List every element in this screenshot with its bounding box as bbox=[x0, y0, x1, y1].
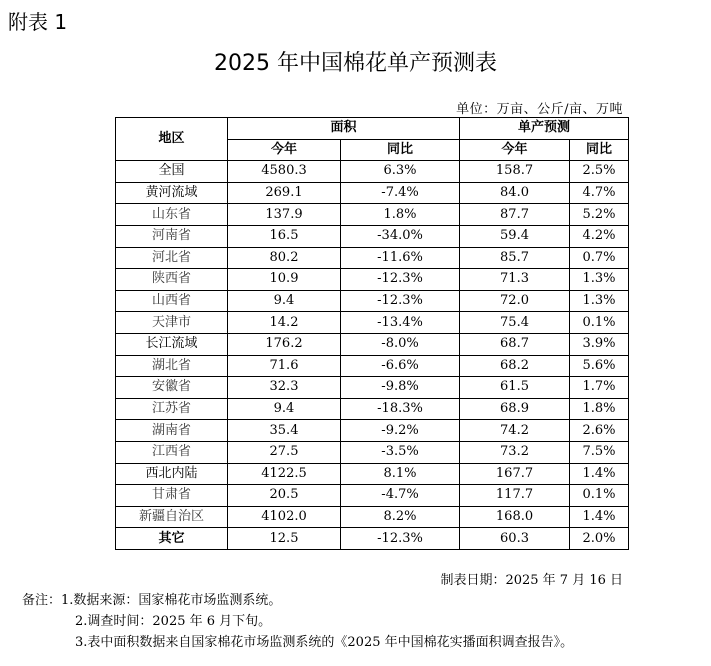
yield-yoy-cell: 1.4% bbox=[570, 506, 629, 528]
region-cell: 西北内陆 bbox=[116, 463, 228, 485]
yield-cell: 68.7 bbox=[460, 333, 570, 355]
area-yoy-cell: -13.4% bbox=[341, 312, 460, 334]
yield-forecast-table bbox=[115, 117, 629, 550]
area-cell: 4580.3 bbox=[228, 161, 341, 183]
yield-cell: 167.7 bbox=[460, 463, 570, 485]
table-row bbox=[116, 269, 629, 291]
yield-cell: 72.0 bbox=[460, 290, 570, 312]
yield-yoy-cell: 2.5% bbox=[570, 161, 629, 183]
yield-yoy-cell: 1.3% bbox=[570, 269, 629, 291]
region-cell: 长江流域 bbox=[116, 333, 228, 355]
area-cell: 4122.5 bbox=[228, 463, 341, 485]
table-body bbox=[116, 161, 629, 550]
table-row bbox=[116, 485, 629, 507]
table-row bbox=[116, 528, 629, 550]
area-cell: 269.1 bbox=[228, 182, 341, 204]
area-cell: 27.5 bbox=[228, 441, 341, 463]
area-yoy-cell: -34.0% bbox=[341, 225, 460, 247]
area-yoy-cell: 6.3% bbox=[341, 161, 460, 183]
yield-cell: 68.2 bbox=[460, 355, 570, 377]
area-cell: 4102.0 bbox=[228, 506, 341, 528]
region-cell: 其它 bbox=[116, 528, 228, 550]
yield-cell: 73.2 bbox=[460, 441, 570, 463]
yield-yoy-header: 同比 bbox=[570, 139, 629, 161]
table-row bbox=[116, 333, 629, 355]
area-yoy-cell: -6.6% bbox=[341, 355, 460, 377]
area-cell: 71.6 bbox=[228, 355, 341, 377]
yield-cell: 60.3 bbox=[460, 528, 570, 550]
table-row bbox=[116, 290, 629, 312]
region-cell: 新疆自治区 bbox=[116, 506, 228, 528]
area-cell: 14.2 bbox=[228, 312, 341, 334]
region-cell: 全国 bbox=[116, 161, 228, 183]
region-cell: 河南省 bbox=[116, 225, 228, 247]
table-row bbox=[116, 182, 629, 204]
region-cell: 陕西省 bbox=[116, 269, 228, 291]
page-title: 2025 年中国棉花单产预测表 bbox=[214, 51, 497, 76]
table-row bbox=[116, 247, 629, 269]
yield-cell: 168.0 bbox=[460, 506, 570, 528]
region-cell: 江西省 bbox=[116, 441, 228, 463]
note-line: 2.调查时间：2025 年 6 月下旬。 bbox=[75, 614, 272, 629]
table-row bbox=[116, 441, 629, 463]
area-yoy-cell: -9.2% bbox=[341, 420, 460, 442]
yield-yoy-cell: 1.7% bbox=[570, 377, 629, 399]
notes bbox=[22, 590, 573, 653]
note-line: 备注：1.数据来源：国家棉花市场监测系统。 bbox=[22, 593, 282, 608]
area-cell: 9.4 bbox=[228, 398, 341, 420]
appendix-label: 附表 1 bbox=[8, 10, 68, 34]
area-yoy-cell: 8.1% bbox=[341, 463, 460, 485]
region-cell: 河北省 bbox=[116, 247, 228, 269]
region-cell: 山西省 bbox=[116, 290, 228, 312]
area-cell: 137.9 bbox=[228, 204, 341, 226]
area-cell: 12.5 bbox=[228, 528, 341, 550]
table-row bbox=[116, 398, 629, 420]
yield-cell: 71.3 bbox=[460, 269, 570, 291]
area-yoy-cell: -12.3% bbox=[341, 290, 460, 312]
region-cell: 山东省 bbox=[116, 204, 228, 226]
yield-yoy-cell: 7.5% bbox=[570, 441, 629, 463]
table-row bbox=[116, 204, 629, 226]
yield-cell: 117.7 bbox=[460, 485, 570, 507]
unit-label: 单位：万亩、公斤/亩、万吨 bbox=[456, 102, 623, 117]
area-yoy-header: 同比 bbox=[341, 139, 460, 161]
area-yoy-cell: -3.5% bbox=[341, 441, 460, 463]
yield-yoy-cell: 5.2% bbox=[570, 204, 629, 226]
area-yoy-cell: 1.8% bbox=[341, 204, 460, 226]
yield-yoy-cell: 1.8% bbox=[570, 398, 629, 420]
yield-cell: 87.7 bbox=[460, 204, 570, 226]
area-yoy-cell: -9.8% bbox=[341, 377, 460, 399]
table-row bbox=[116, 161, 629, 183]
area-yoy-cell: -18.3% bbox=[341, 398, 460, 420]
table-row bbox=[116, 312, 629, 334]
area-cell: 9.4 bbox=[228, 290, 341, 312]
yield-cell: 74.2 bbox=[460, 420, 570, 442]
yield-yoy-cell: 1.4% bbox=[570, 463, 629, 485]
area-yoy-cell: -11.6% bbox=[341, 247, 460, 269]
yield-yoy-cell: 0.1% bbox=[570, 485, 629, 507]
area-cell: 176.2 bbox=[228, 333, 341, 355]
yield-yoy-cell: 4.7% bbox=[570, 182, 629, 204]
yield-yoy-cell: 0.7% bbox=[570, 247, 629, 269]
yield-yoy-cell: 2.0% bbox=[570, 528, 629, 550]
area-yoy-cell: -8.0% bbox=[341, 333, 460, 355]
yield-yoy-cell: 4.2% bbox=[570, 225, 629, 247]
area-yoy-cell: -12.3% bbox=[341, 528, 460, 550]
region-cell: 甘肃省 bbox=[116, 485, 228, 507]
note-line: 3.表中面积数据来自国家棉花市场监测系统的《2025 年中国棉花实播面积调查报告》。 bbox=[75, 635, 574, 650]
area-yoy-cell: -12.3% bbox=[341, 269, 460, 291]
made-date: 制表日期：2025 年 7 月 16 日 bbox=[440, 573, 623, 588]
area-group-header: 面积 bbox=[228, 118, 460, 140]
region-cell: 天津市 bbox=[116, 312, 228, 334]
table-row bbox=[116, 463, 629, 485]
table-row bbox=[116, 355, 629, 377]
yield-cell: 85.7 bbox=[460, 247, 570, 269]
yield-yoy-cell: 3.9% bbox=[570, 333, 629, 355]
yield-group-header: 单产预测 bbox=[460, 118, 629, 140]
region-header: 地区 bbox=[116, 118, 228, 161]
area-cell: 35.4 bbox=[228, 420, 341, 442]
table-row bbox=[116, 225, 629, 247]
yield-cell: 59.4 bbox=[460, 225, 570, 247]
table-row bbox=[116, 506, 629, 528]
area-yoy-cell: -7.4% bbox=[341, 182, 460, 204]
yield-this-year-header: 今年 bbox=[460, 139, 570, 161]
region-cell: 黄河流域 bbox=[116, 182, 228, 204]
yield-cell: 84.0 bbox=[460, 182, 570, 204]
yield-yoy-cell: 5.6% bbox=[570, 355, 629, 377]
table-row bbox=[116, 377, 629, 399]
area-yoy-cell: -4.7% bbox=[341, 485, 460, 507]
yield-yoy-cell: 1.3% bbox=[570, 290, 629, 312]
table-row bbox=[116, 420, 629, 442]
yield-cell: 158.7 bbox=[460, 161, 570, 183]
area-cell: 80.2 bbox=[228, 247, 341, 269]
region-cell: 安徽省 bbox=[116, 377, 228, 399]
area-cell: 16.5 bbox=[228, 225, 341, 247]
yield-yoy-cell: 0.1% bbox=[570, 312, 629, 334]
yield-cell: 61.5 bbox=[460, 377, 570, 399]
area-cell: 20.5 bbox=[228, 485, 341, 507]
region-cell: 江苏省 bbox=[116, 398, 228, 420]
area-this-year-header: 今年 bbox=[228, 139, 341, 161]
yield-cell: 75.4 bbox=[460, 312, 570, 334]
area-cell: 10.9 bbox=[228, 269, 341, 291]
area-yoy-cell: 8.2% bbox=[341, 506, 460, 528]
area-cell: 32.3 bbox=[228, 377, 341, 399]
region-cell: 湖南省 bbox=[116, 420, 228, 442]
region-cell: 湖北省 bbox=[116, 355, 228, 377]
yield-cell: 68.9 bbox=[460, 398, 570, 420]
yield-yoy-cell: 2.6% bbox=[570, 420, 629, 442]
